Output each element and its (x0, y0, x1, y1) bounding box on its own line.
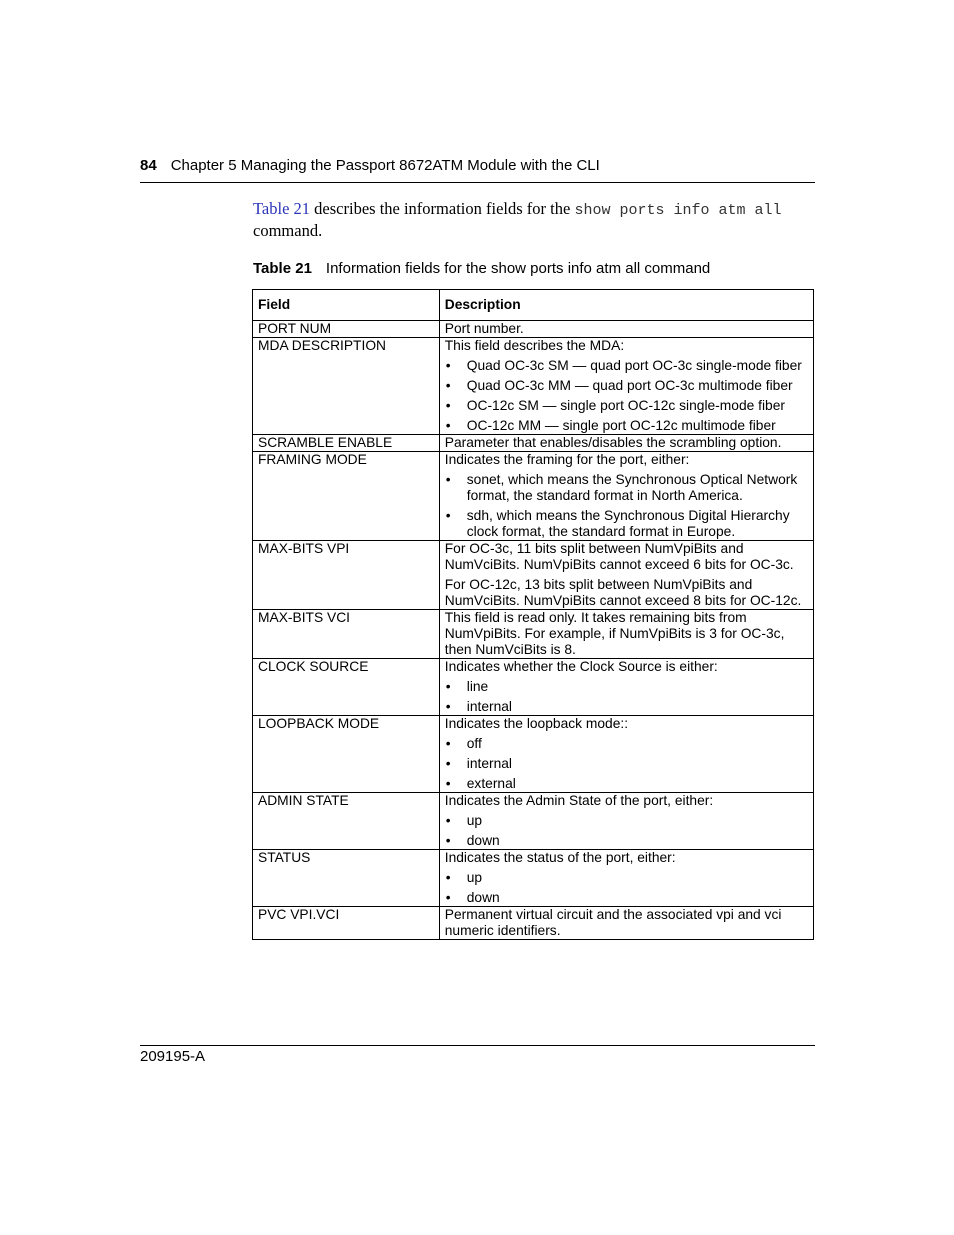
description-text: Permanent virtual circuit and the associated vpi and vci numeric identifiers. (444, 907, 782, 938)
field-cell: MAX-BITS VCI (253, 610, 440, 659)
field-cell: LOOPBACK MODE (253, 716, 440, 793)
field-cell: FRAMING MODE (253, 452, 440, 541)
page-number: 84 (140, 157, 157, 174)
header-divider (140, 182, 815, 183)
description-cell (439, 716, 813, 793)
table-row (253, 850, 814, 907)
bullet-item: • down (445, 890, 808, 906)
bullet-list (445, 736, 808, 792)
bullet-item: • Quad OC-3c MM — quad port OC-3c multimode fiber (445, 378, 808, 394)
bullet-item: • external (445, 776, 808, 792)
description-text: Port number. (444, 321, 524, 336)
bullet-item: • off (445, 736, 808, 752)
description-text: Indicates the Admin State of the port, either: (444, 793, 714, 808)
description-text: Indicates the framing for the port, either: (444, 452, 690, 467)
field-cell: PVC VPI.VCI (253, 907, 440, 940)
description-text: This field is read only. It takes remaining bits from NumVpiBits. For example, if NumVpiBits is 3 for OC-3c, then NumVciBits is 8. (444, 610, 785, 657)
description-cell (439, 850, 813, 907)
description-cell (439, 659, 813, 716)
field-cell: CLOCK SOURCE (253, 659, 440, 716)
description-cell (439, 435, 813, 452)
description-cell (439, 907, 813, 940)
description-cell (439, 610, 813, 659)
field-cell: STATUS (253, 850, 440, 907)
command-text: show ports info atm all (574, 202, 782, 219)
description-text: Indicates the loopback mode:: (444, 716, 629, 731)
table-row (253, 793, 814, 850)
bullet-list (445, 472, 808, 540)
description-cell (439, 321, 813, 338)
table-row (253, 541, 814, 610)
bullet-item: • internal (445, 756, 808, 772)
bullet-item: • sdh, which means the Synchronous Digital Hierarchy clock format, the standard format in Europe. (445, 508, 808, 540)
intro-text: describes the information fields for the (310, 199, 575, 218)
description-text: This field describes the MDA: (444, 338, 625, 353)
document-number: 209195-A (140, 1048, 206, 1065)
bullet-item: • OC-12c SM — single port OC-12c single-mode fiber (445, 398, 808, 414)
chapter-title: Chapter 5 Managing the Passport 8672ATM Module with the CLI (170, 157, 600, 174)
description-text: For OC-12c, 13 bits split between NumVpiBits and NumVciBits. NumVpiBits cannot exceed 8 bits for OC-12c. (444, 577, 802, 608)
bullet-list (445, 358, 808, 434)
table-caption-text: Information fields for the show ports info atm all command (325, 260, 711, 277)
bullet-item: • Quad OC-3c SM — quad port OC-3c single-mode fiber (445, 358, 808, 374)
bullet-item: • up (445, 813, 808, 829)
description-text: Indicates the status of the port, either: (444, 850, 676, 865)
bullet-list (445, 679, 808, 715)
table-caption-label: Table 21 (253, 260, 312, 277)
bullet-item: • up (445, 870, 808, 886)
table-caption (253, 259, 813, 279)
bullet-item: • internal (445, 699, 808, 715)
table-row (253, 610, 814, 659)
field-cell: PORT NUM (253, 321, 440, 338)
table-row (253, 907, 814, 940)
intro-text-end: command. (253, 221, 323, 240)
info-fields-table (252, 289, 814, 940)
bullet-item: • sonet, which means the Synchronous Optical Network format, the standard format in North America. (445, 472, 808, 504)
description-text: Indicates whether the Clock Source is either: (444, 659, 718, 674)
footer-divider (140, 1045, 815, 1046)
description-text: Parameter that enables/disables the scrambling option. (444, 435, 782, 450)
description-cell (439, 452, 813, 541)
bullet-list (445, 813, 808, 849)
bullet-item: • line (445, 679, 808, 695)
description-text: For OC-3c, 11 bits split between NumVpiBits and NumVciBits. NumVpiBits cannot exceed 6 bits for OC-3c. (444, 541, 794, 572)
table-row (253, 659, 814, 716)
field-cell: ADMIN STATE (253, 793, 440, 850)
column-header-description: Description (439, 290, 813, 321)
column-header-field: Field (253, 290, 440, 321)
description-cell (439, 338, 813, 435)
bullet-item: • OC-12c MM — single port OC-12c multimode fiber (445, 418, 808, 434)
table-body (253, 321, 814, 940)
table-row (253, 321, 814, 338)
table-header-row (253, 290, 814, 321)
bullet-item: • down (445, 833, 808, 849)
table-reference-link[interactable]: Table 21 (253, 199, 311, 218)
table-row (253, 716, 814, 793)
field-cell: SCRAMBLE ENABLE (253, 435, 440, 452)
bullet-list (445, 870, 808, 906)
description-cell (439, 541, 813, 610)
field-cell: MAX-BITS VPI (253, 541, 440, 610)
field-cell: MDA DESCRIPTION (253, 338, 440, 435)
description-cell (439, 793, 813, 850)
table-row (253, 435, 814, 452)
page-header (140, 156, 815, 176)
table-row (253, 338, 814, 435)
table-row (253, 452, 814, 541)
intro-paragraph (253, 199, 813, 241)
